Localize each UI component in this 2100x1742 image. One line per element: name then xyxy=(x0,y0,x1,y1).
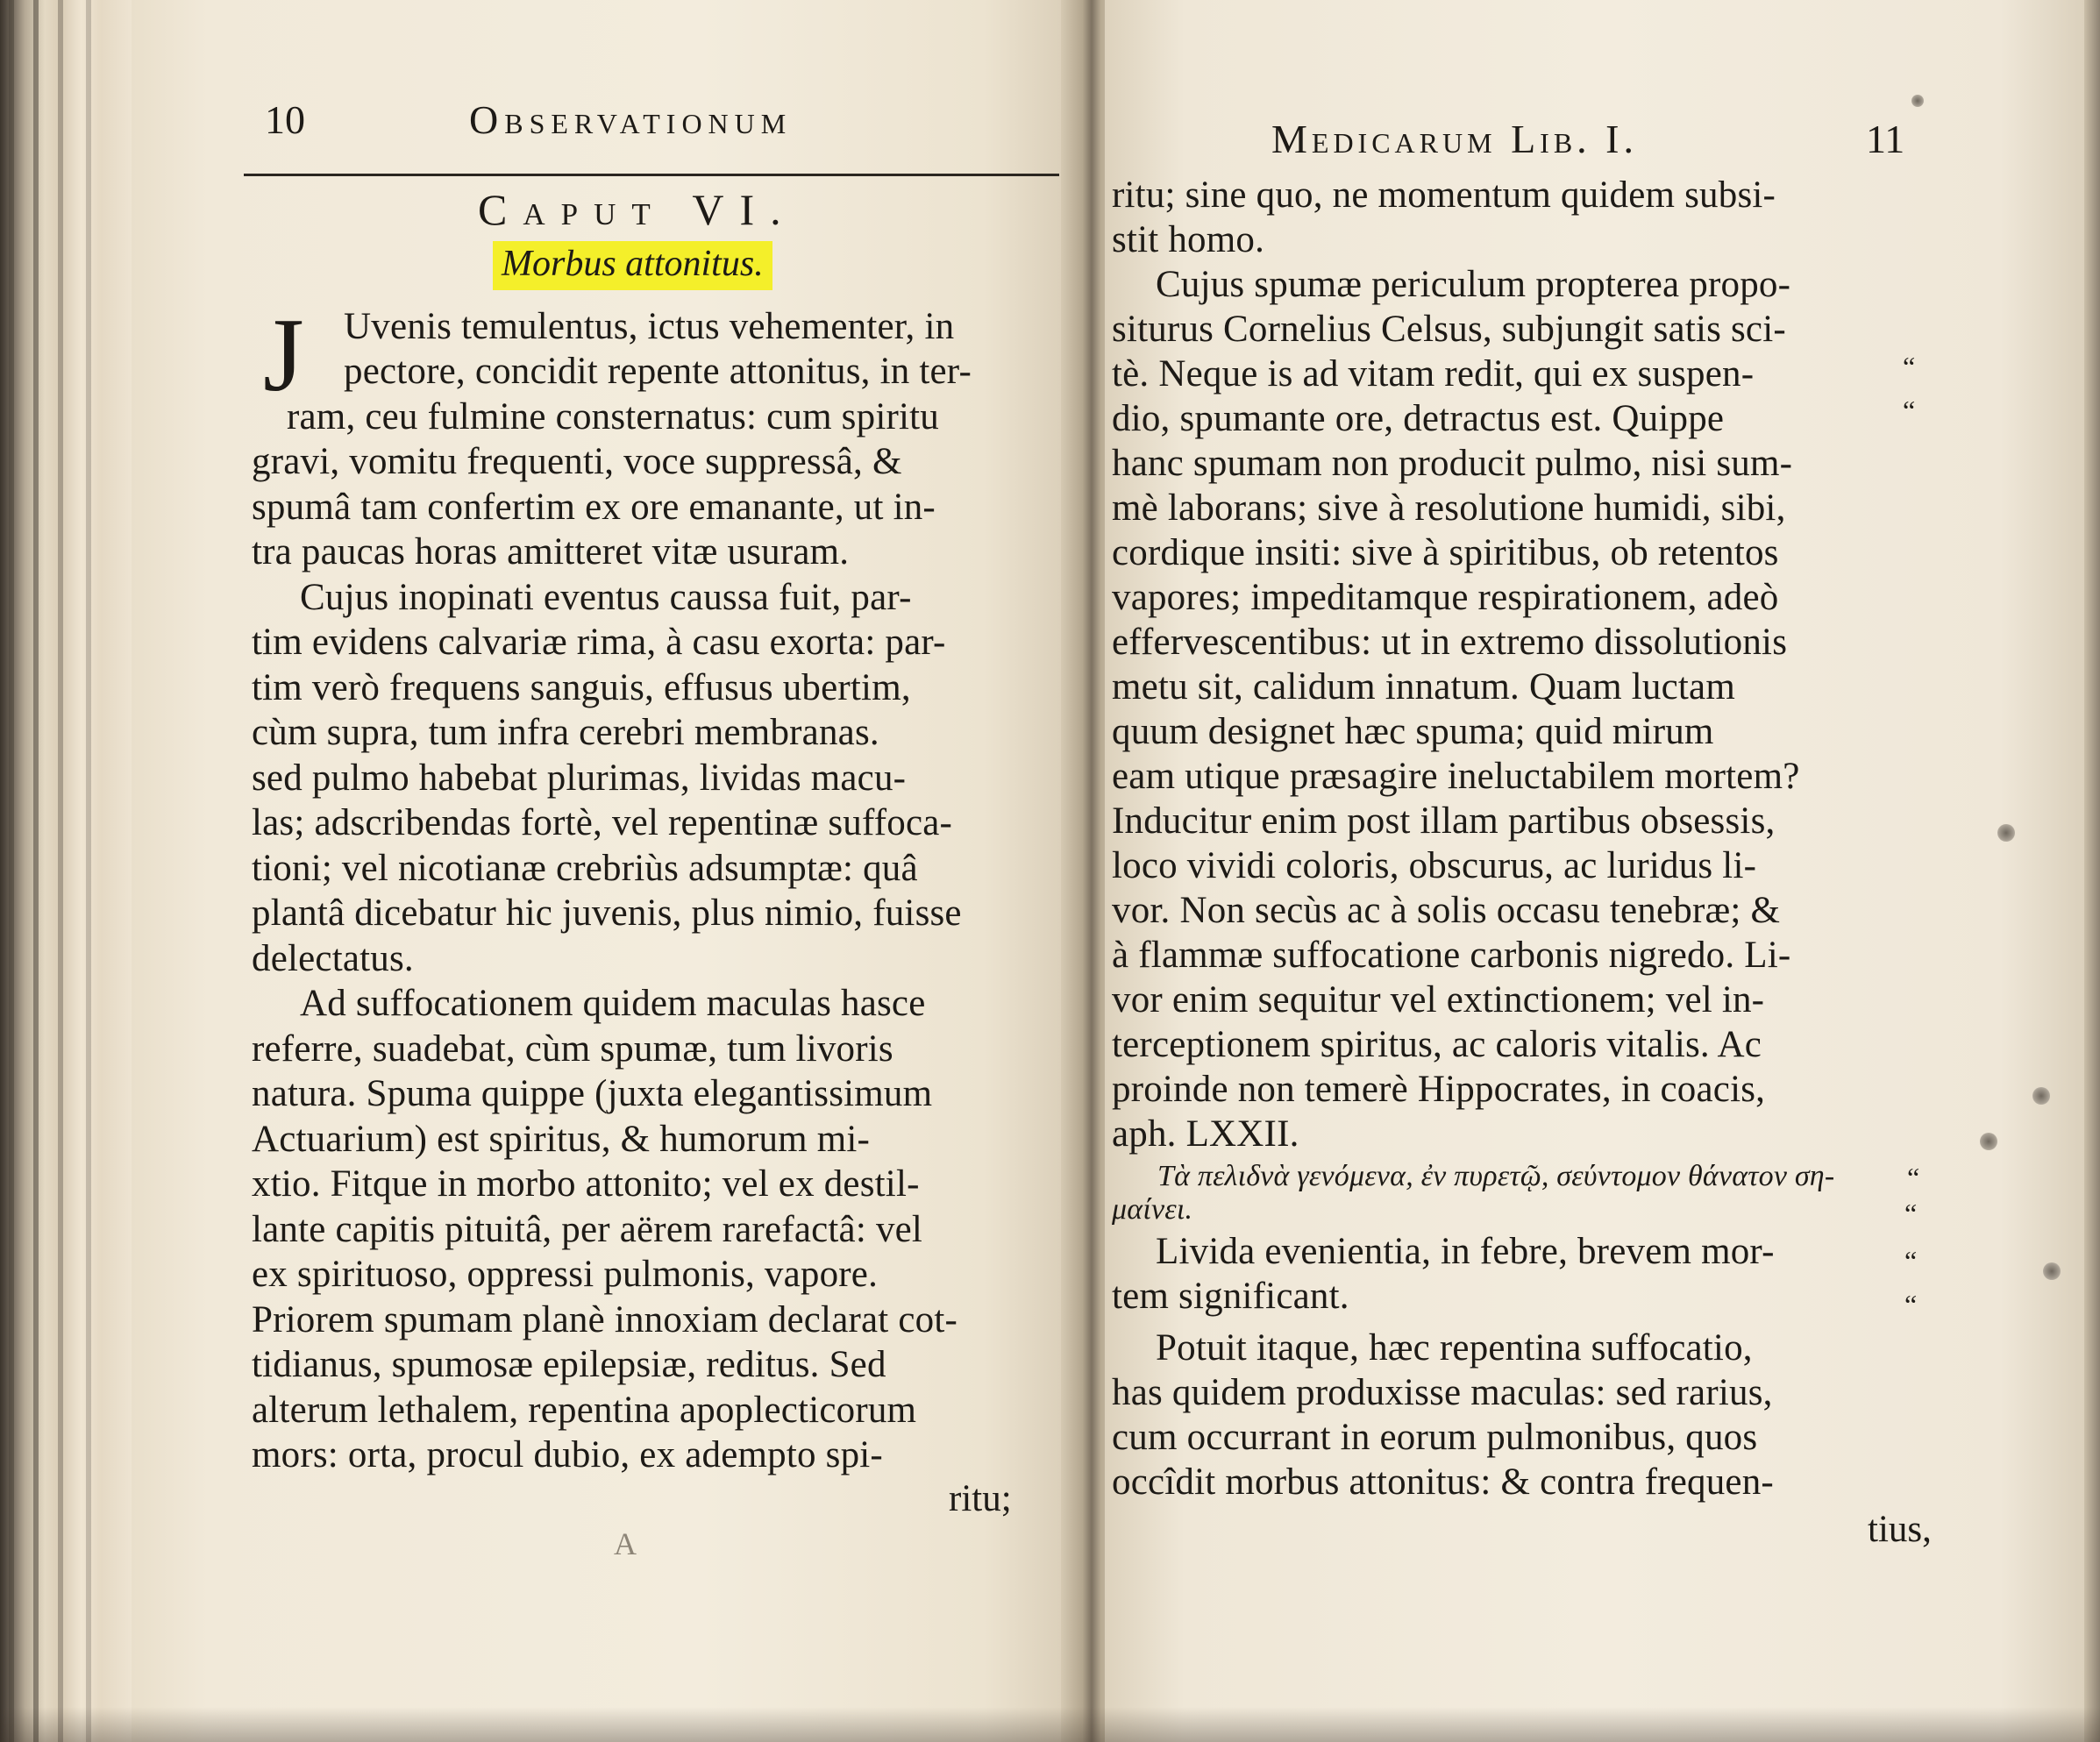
page-edge-band xyxy=(86,0,91,1742)
page-edge-band xyxy=(9,0,14,1742)
text-line: siturus Cornelius Celsus, subjungit satis sci- xyxy=(1112,309,1786,350)
book-edge-right xyxy=(2084,0,2100,1742)
text-line: à flammæ suffocatione carbonis nigredo. Li- xyxy=(1112,935,1791,976)
page-edge-band xyxy=(33,0,39,1742)
text-line: metu sit, calidum innatum. Quam luctam xyxy=(1112,666,1735,707)
text-line: Cujus spumæ periculum propterea propo- xyxy=(1156,264,1791,305)
left-page-number: 10 xyxy=(265,97,305,142)
binding-hole xyxy=(1997,824,2015,842)
text-line: pectore, concidit repente attonitus, in ter- xyxy=(344,351,972,392)
greek-line: Τὰ πελιδνὰ γενόμενα, ἐν πυρετῷ, σεύντομον θάνατον ση- xyxy=(1157,1160,1835,1192)
text-line: gravi, vomitu frequenti, voce suppressâ, & xyxy=(252,441,902,482)
text-line: tè. Neque is ad vitam redit, qui ex suspen- xyxy=(1112,353,1755,395)
text-line: ex spirituoso, oppressi pulmonis, vapore. xyxy=(252,1254,879,1295)
text-line: effervescentibus: ut in extremo dissolutionis xyxy=(1112,622,1788,663)
text-line: tidianus, spumosæ epilepsiæ, reditus. Sed xyxy=(252,1344,886,1385)
page-edge-band xyxy=(58,0,63,1742)
text-line: Potuit itaque, hæc repentina suffocatio, xyxy=(1156,1327,1753,1369)
text-line: Cujus inopinati eventus caussa fuit, par- xyxy=(300,577,912,618)
quote-mark: “ xyxy=(1904,1289,1918,1320)
text-line: tim verò frequens sanguis, effusus ubertim, xyxy=(252,667,911,708)
text-line: Ad suffocationem quidem maculas hasce xyxy=(300,983,926,1024)
text-line: eam utique præsagire ineluctabilem mortem? xyxy=(1112,756,1800,797)
right-text-block xyxy=(1112,174,1940,1594)
right-running-head: Medicarum Lib. I. xyxy=(1271,117,1638,161)
drop-cap: J xyxy=(263,296,304,413)
text-line: terceptionem spiritus, ac caloris vitalis. Ac xyxy=(1112,1024,1762,1065)
text-line: ritu; sine quo, ne momentum quidem subsi- xyxy=(1112,174,1776,216)
text-line: Livida evenientia, in febre, brevem mor- xyxy=(1156,1231,1775,1272)
text-line: tim evidens calvariæ rima, à casu exorta: par- xyxy=(252,622,946,663)
text-line: delectatus. xyxy=(252,938,414,979)
text-line: stit homo. xyxy=(1112,219,1265,260)
text-line: aph. LXXII. xyxy=(1112,1113,1299,1155)
text-line: vor. Non secùs ac à solis occasu tenebræ; & xyxy=(1112,890,1781,931)
right-page-number: 11 xyxy=(1866,117,1905,161)
quote-mark: “ xyxy=(1903,395,1916,426)
text-line: Inducitur enim post illam partibus obsessis, xyxy=(1112,800,1776,842)
text-line: cum occurrant in eorum pulmonibus, quos xyxy=(1112,1417,1758,1458)
left-text-block xyxy=(247,305,1063,1532)
text-line: tra paucas horas amitteret vitæ usuram. xyxy=(252,531,850,572)
text-line: sed pulmo habebat plurimas, lividas macu- xyxy=(252,757,907,799)
book-edge-left xyxy=(0,0,140,1742)
chapter-subtitle: Morbus attonitus. xyxy=(493,241,772,290)
quote-mark: “ xyxy=(1904,1245,1918,1276)
text-line: vapores; impeditamque respirationem, adeò xyxy=(1112,577,1779,618)
header-rule xyxy=(244,174,1059,176)
text-line: mè laborans; sive à resolutione humidi, sibi, xyxy=(1112,487,1786,529)
text-line: referre, suadebat, cùm spumæ, tum livoris xyxy=(252,1028,893,1070)
text-line: Uvenis temulentus, ictus vehementer, in xyxy=(344,306,955,347)
text-line: xtio. Fitque in morbo attonito; vel ex destil- xyxy=(252,1163,920,1205)
greek-line: μαίνει. xyxy=(1112,1193,1193,1226)
text-line: mors: orta, procul dubio, ex adempto spi- xyxy=(252,1434,883,1475)
binding-hole xyxy=(2032,1087,2050,1105)
text-line: has quidem produxisse maculas: sed rarius, xyxy=(1112,1372,1773,1413)
quote-mark: “ xyxy=(1907,1162,1920,1193)
text-line: alterum lethalem, repentina apoplecticorum xyxy=(252,1390,917,1431)
text-line: quum designet hæc spuma; quid mirum xyxy=(1112,711,1714,752)
text-line: occîdit morbus attonitus: & contra frequen- xyxy=(1112,1461,1774,1503)
text-line: natura. Spuma quippe (juxta elegantissimum xyxy=(252,1073,933,1114)
text-line: vor enim sequitur vel extinctionem; vel in- xyxy=(1112,979,1765,1020)
page-bottom-shadow xyxy=(0,1707,2100,1742)
text-line: lante capitis pituitâ, per aërem rarefactâ: vel xyxy=(252,1209,923,1250)
text-line: tem significant. xyxy=(1112,1276,1349,1317)
text-line: las; adscribendas fortè, vel repentinæ suffoca- xyxy=(252,802,953,843)
text-line: plantâ dicebatur hic juvenis, plus nimio, fuisse xyxy=(252,892,962,934)
text-line: loco vividi coloris, obscurus, ac luridus li- xyxy=(1112,845,1757,886)
chapter-heading: Caput VI. xyxy=(478,185,797,234)
binding-hole xyxy=(1911,95,1924,107)
text-line: dio, spumante ore, detractus est. Quippe xyxy=(1112,398,1725,439)
text-line: spumâ tam confertim ex ore emanante, ut in- xyxy=(252,487,936,528)
binding-hole xyxy=(1980,1133,1997,1150)
left-running-head: Observationum xyxy=(469,97,793,142)
text-line: ram, ceu fulmine consternatus: cum spiritu xyxy=(287,396,939,437)
binding-hole xyxy=(2043,1262,2061,1280)
left-catchword: ritu; xyxy=(949,1478,1012,1519)
text-line: cordique insiti: sive à spiritibus, ob retentos xyxy=(1112,532,1779,573)
text-line: proinde non temerè Hippocrates, in coacis, xyxy=(1112,1069,1766,1110)
text-line: hanc spumam non producit pulmo, nisi sum- xyxy=(1112,443,1793,484)
signature-mark: A xyxy=(614,1526,637,1561)
quote-mark: “ xyxy=(1903,351,1916,382)
right-catchword: tius, xyxy=(1868,1509,1932,1550)
text-line: Actuarium) est spiritus, & humorum mi- xyxy=(252,1119,871,1160)
text-line: Priorem spumam planè innoxiam declarat cot- xyxy=(252,1299,958,1340)
quote-mark: “ xyxy=(1904,1198,1918,1229)
text-line: tioni; vel nicotianæ crebriùs adsumptæ: quâ xyxy=(252,848,918,889)
text-line: cùm supra, tum infra cerebri membranas. xyxy=(252,712,879,753)
